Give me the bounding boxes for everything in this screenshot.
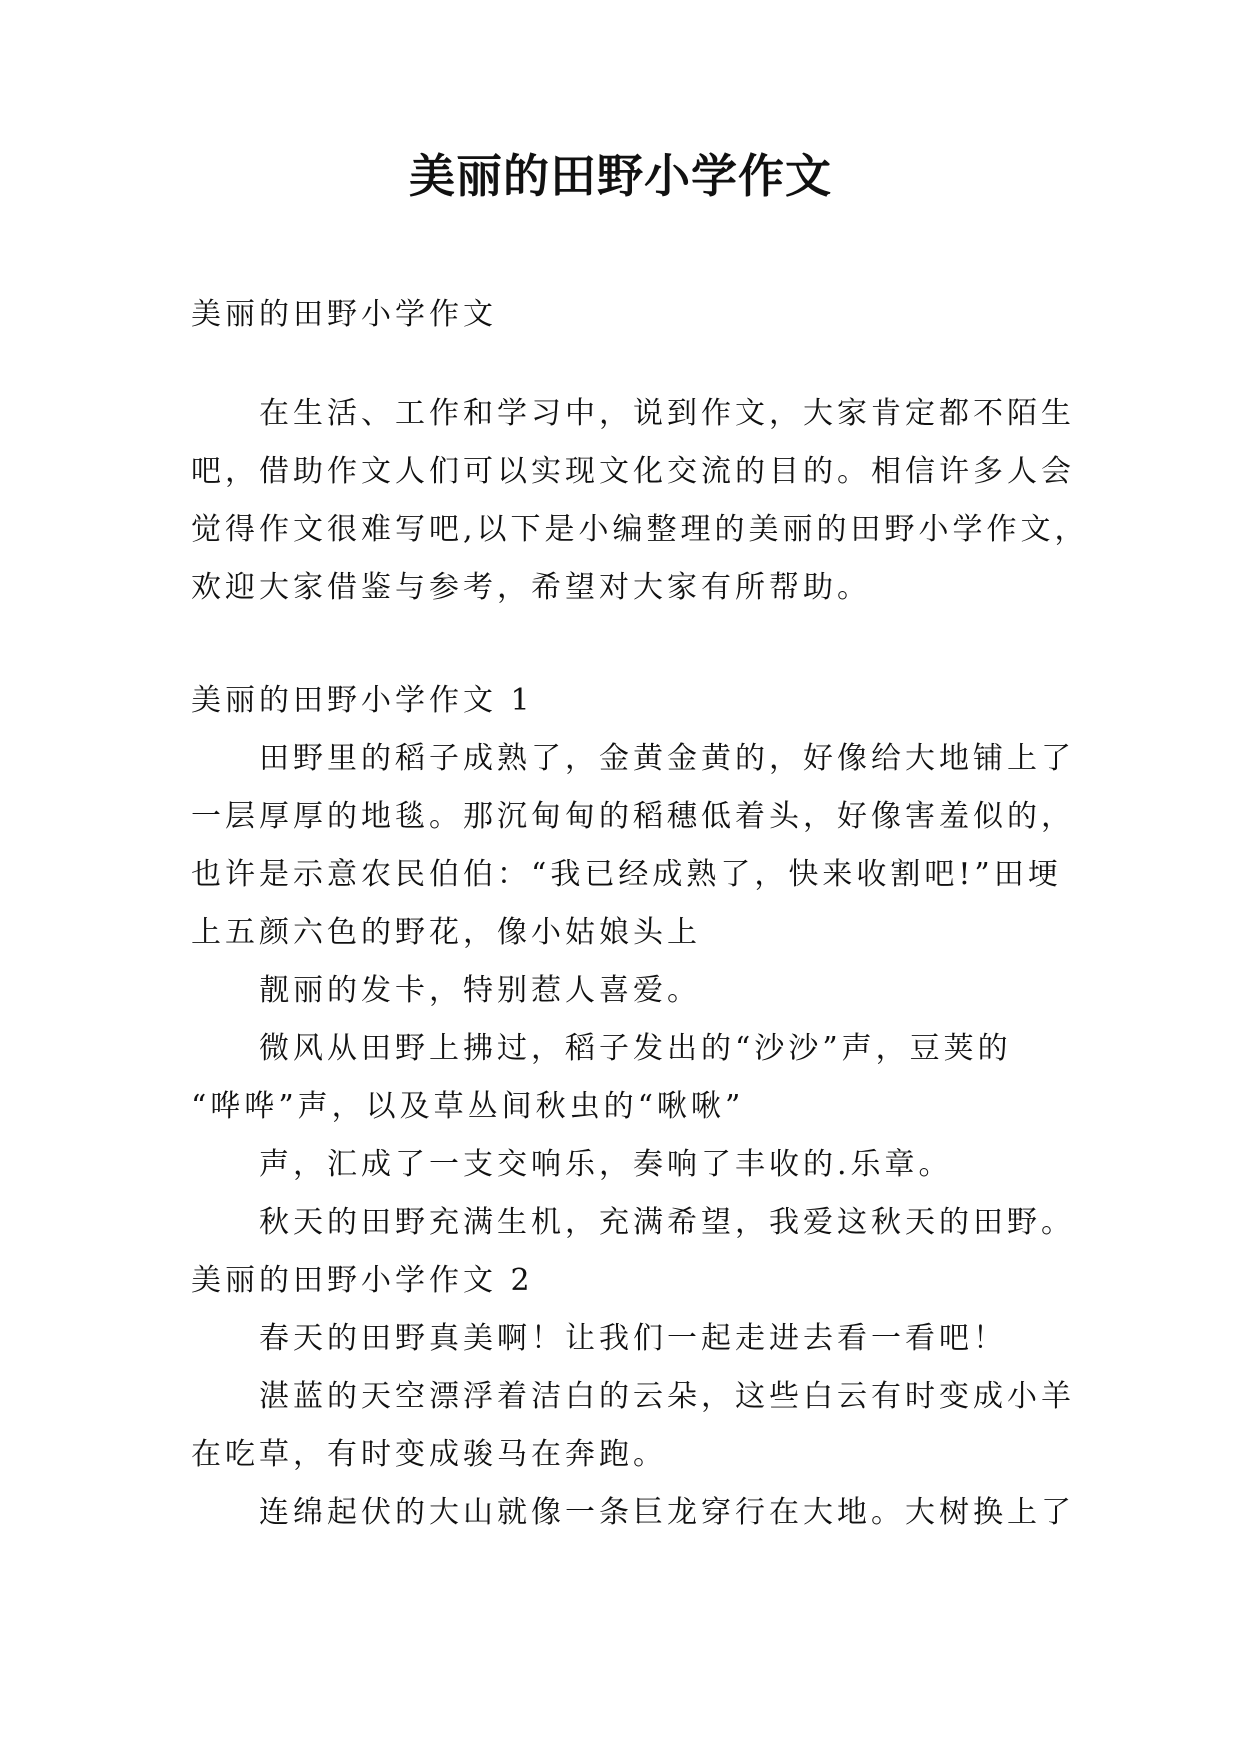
paragraph-line: 湛蓝的天空漂浮着洁白的云朵，这些白云有时变成小羊 (259, 1379, 1075, 1414)
paragraph-line: 声，汇成了一支交响乐，奏响了丰收的.乐章。 (259, 1147, 953, 1182)
document-title: 美丽的田野小学作文 (409, 149, 832, 203)
paragraph-line: 也许是示意农民伯伯：“我已经成熟了，快来收割吧!”田埂 (191, 857, 1062, 892)
paragraph-line: 在生活、工作和学习中，说到作文，大家肯定都不陌生 (259, 396, 1075, 431)
paragraph-line: “哗哗”声，以及草丛间秋虫的“啾啾” (191, 1089, 745, 1124)
section-1 (191, 672, 1075, 1252)
paragraph-line: 吧，借助作文人们可以实现文化交流的目的。相信许多人会 (191, 454, 1075, 489)
paragraph-line: 欢迎大家借鉴与参考，希望对大家有所帮助。 (191, 570, 871, 605)
subtitle-text: 美丽的田野小学作文 (191, 297, 497, 332)
paragraph-line: 连绵起伏的大山就像一条巨龙穿行在大地。大树换上了 (259, 1495, 1075, 1530)
paragraph-line: 一层厚厚的地毯。那沉甸甸的稻穗低着头，好像害羞似的， (191, 799, 1075, 834)
paragraph-line: 田野里的稻子成熟了，金黄金黄的，好像给大地铺上了 (259, 741, 1075, 776)
intro-paragraph (191, 385, 1089, 617)
section-heading: 美丽的田野小学作文 1 (191, 683, 534, 718)
section-heading: 美丽的田野小学作文 2 (191, 1263, 534, 1298)
paragraph-line: 在吃草，有时变成骏马在奔跑。 (191, 1437, 667, 1472)
document-subtitle (191, 286, 1071, 344)
section-2 (191, 1252, 1075, 1542)
paragraph-line: 上五颜六色的野花，像小姑娘头上 (191, 915, 701, 950)
paragraph-line: 靓丽的发卡，特别惹人喜爱。 (259, 973, 701, 1008)
paragraph-line: 春天的田野真美啊！让我们一起走进去看一看吧！ (259, 1321, 1007, 1356)
paragraph-line: 微风从田野上拂过，稻子发出的“沙沙”声，豆荚的 (259, 1031, 1012, 1066)
paragraph-line: 觉得作文很难写吧,以下是小编整理的美丽的田野小学作文， (191, 512, 1089, 547)
paragraph-line: 秋天的田野充满生机，充满希望，我爱这秋天的田野。 (259, 1205, 1075, 1240)
